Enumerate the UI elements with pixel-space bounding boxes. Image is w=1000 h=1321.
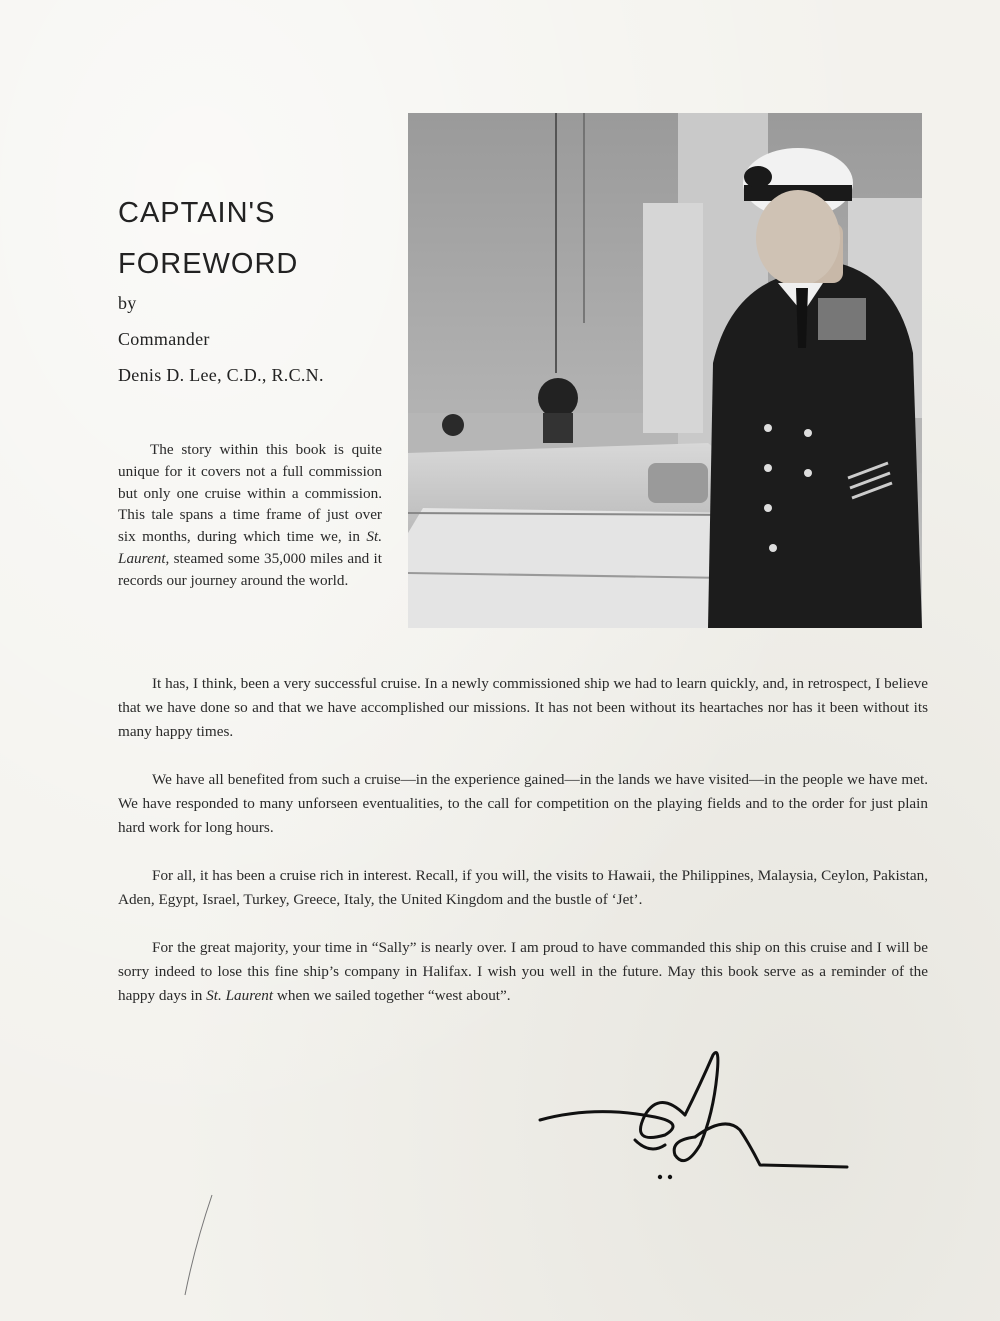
body-paragraph-3: For all, it has been a cruise rich in interest. Recall, if you will, the visits to Hawaii, the Philippines, Malaysia, Ceylon, Pakistan, Aden, Egypt, Israel, Turkey, Greece, Italy, the United Kingdom and the bustle of ‘Jet’. [118,867,928,908]
handwritten-signature [535,1045,855,1185]
stray-pencil-mark [180,1190,220,1300]
intro-text-end: , steamed some 35,000 miles and it records our journey around the world. [118,549,382,589]
closing-text-end: when we sailed together “west about”. [273,987,511,1004]
intro-paragraph [118,439,382,592]
intro-ship-name: St. Laurent [118,528,382,567]
intro-text-start: The story within this book is quite unique for it covers not a full commission but only one cruise within a commission. This tale spans a time frame of just over six months, during which time we, in [118,441,382,546]
body-paragraph-2: We have all benefited from such a cruise—in the experience gained—in the lands we have visited—in the people we have met. We have responded to many unforseen eventualities, to the call for competition on the playing fields and to the order for just plain hard work for long hours. [118,771,928,836]
captain-photograph [408,113,922,628]
author-rank: Commander [118,329,210,349]
page-title: CAPTAIN'S FOREWORD [118,197,299,280]
closing-paragraph [118,936,928,1008]
foreword-body [118,672,928,1032]
byline-by: by [118,293,137,313]
author-name: Denis D. Lee, C.D., R.C.N. [118,365,324,385]
body-paragraph-1: It has, I think, been a very successful cruise. In a newly commissioned ship we had to learn quickly, and, in retrospect, I believe that we have done so and that we have accomplished our missions. It has not been without its heartaches nor has it been without its many happy times. [118,675,928,740]
closing-ship-name: St. Laurent [206,987,274,1004]
signature-dot [668,1175,672,1179]
closing-text-start: For the great majority, your time in “Sally” is nearly over. I am proud to have commanded this ship on this cruise and I will be sorry indeed to lose this fine ship’s company in Halifax. I wish you well in the future. May this book serve as a reminder of the happy days in [118,939,928,1004]
signature-dot [658,1175,662,1179]
